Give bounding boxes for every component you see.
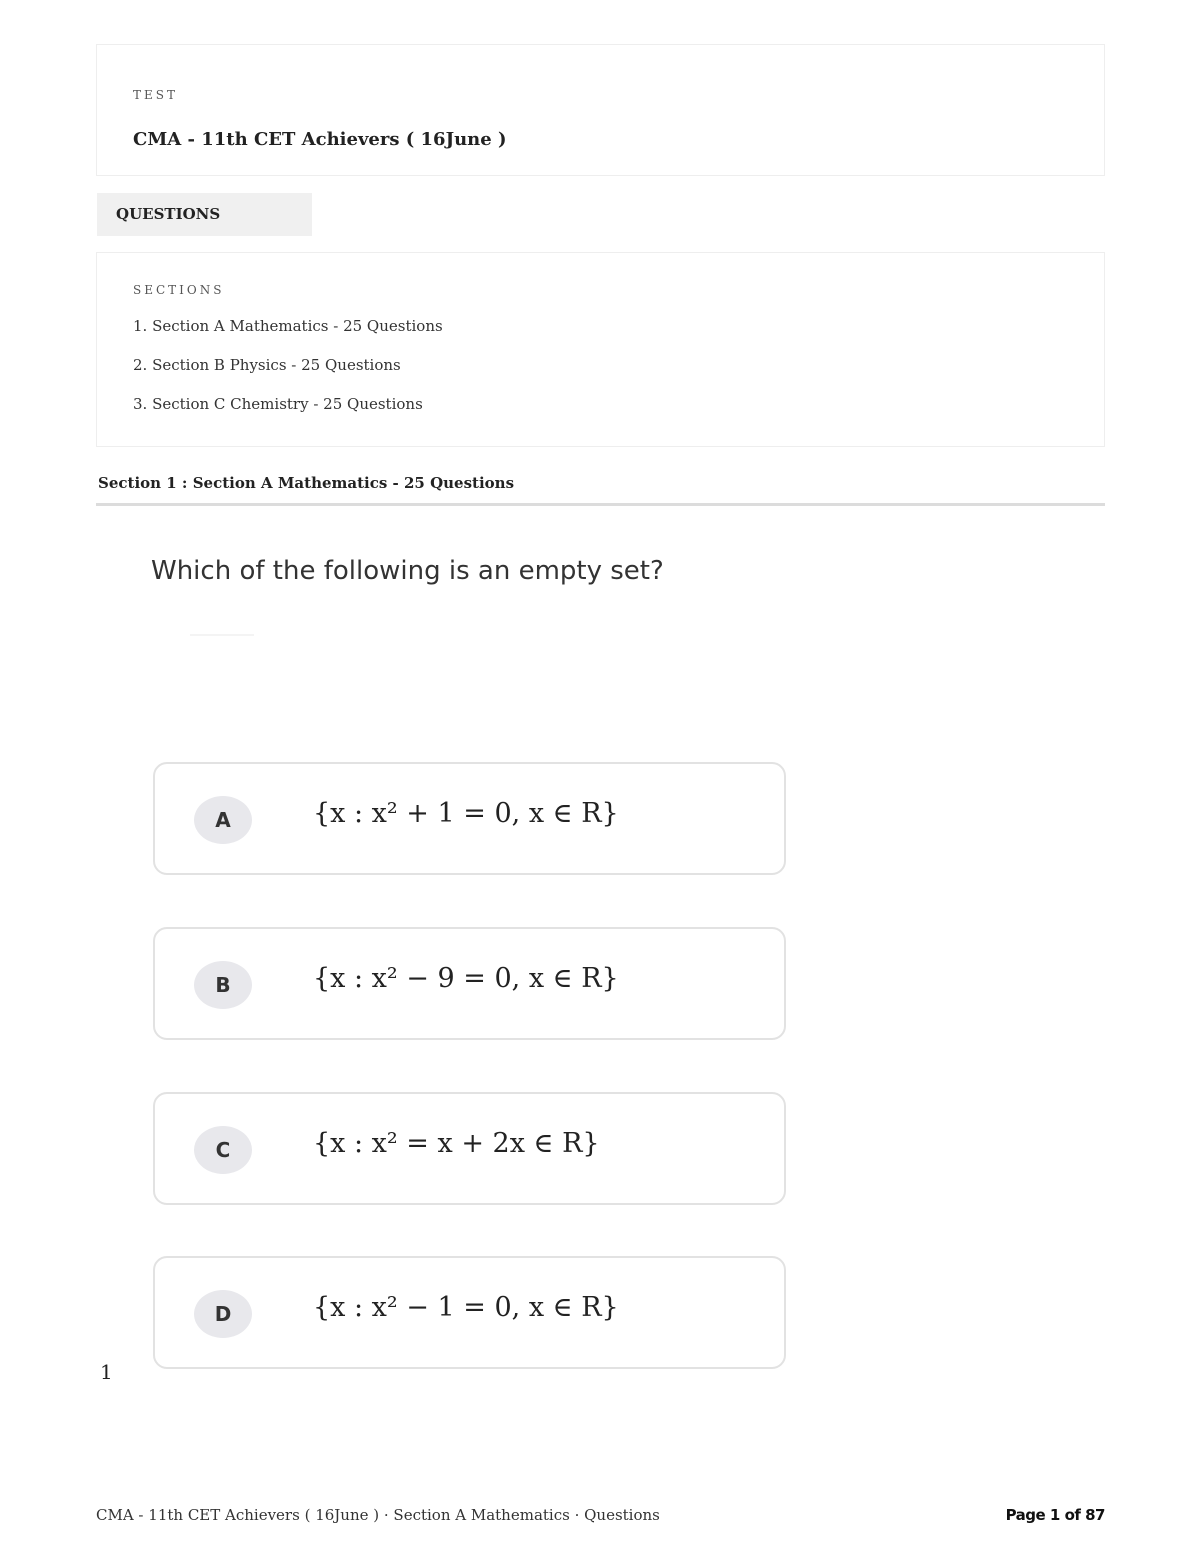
sections-list (133, 317, 443, 434)
section-item-chemistry[interactable]: 3. Section C Chemistry - 25 Questions (133, 395, 423, 413)
test-kicker: TEST (133, 88, 178, 102)
option-letter-badge: B (194, 961, 252, 1009)
section-heading: Section 1 : Section A Mathematics - 25 Questions (98, 474, 515, 492)
question-text: Which of the following is an empty set? (151, 556, 664, 586)
option-d[interactable] (153, 1256, 786, 1369)
option-letter-badge: C (194, 1126, 252, 1174)
option-expression: {x : x² − 1 = 0, x ∈ R} (313, 1292, 619, 1323)
option-expression: {x : x² − 9 = 0, x ∈ R} (313, 963, 619, 994)
sections-kicker: SECTIONS (133, 283, 225, 297)
option-letter-badge: D (194, 1290, 252, 1338)
section-item-mathematics[interactable]: 1. Section A Mathematics - 25 Questions (133, 317, 443, 335)
test-title: CMA - 11th CET Achievers ( 16June ) (133, 129, 507, 150)
section-divider (96, 503, 1105, 506)
option-a[interactable] (153, 762, 786, 875)
option-expression: {x : x² + 1 = 0, x ∈ R} (313, 798, 619, 829)
faint-mark (190, 634, 254, 636)
option-expression: {x : x² = x + 2x ∈ R} (313, 1128, 600, 1159)
option-b[interactable] (153, 927, 786, 1040)
sections-card (96, 252, 1105, 447)
option-c[interactable] (153, 1092, 786, 1205)
option-letter-badge: A (194, 796, 252, 844)
footer-breadcrumb: CMA - 11th CET Achievers ( 16June ) · Section A Mathematics · Questions (96, 1506, 660, 1524)
question-number: 1 (100, 1360, 113, 1384)
section-item-physics[interactable]: 2. Section B Physics - 25 Questions (133, 356, 401, 374)
questions-tab[interactable]: QUESTIONS (97, 193, 312, 236)
footer-page-indicator: Page 1 of 87 (1005, 1506, 1105, 1524)
test-header-card (96, 44, 1105, 176)
